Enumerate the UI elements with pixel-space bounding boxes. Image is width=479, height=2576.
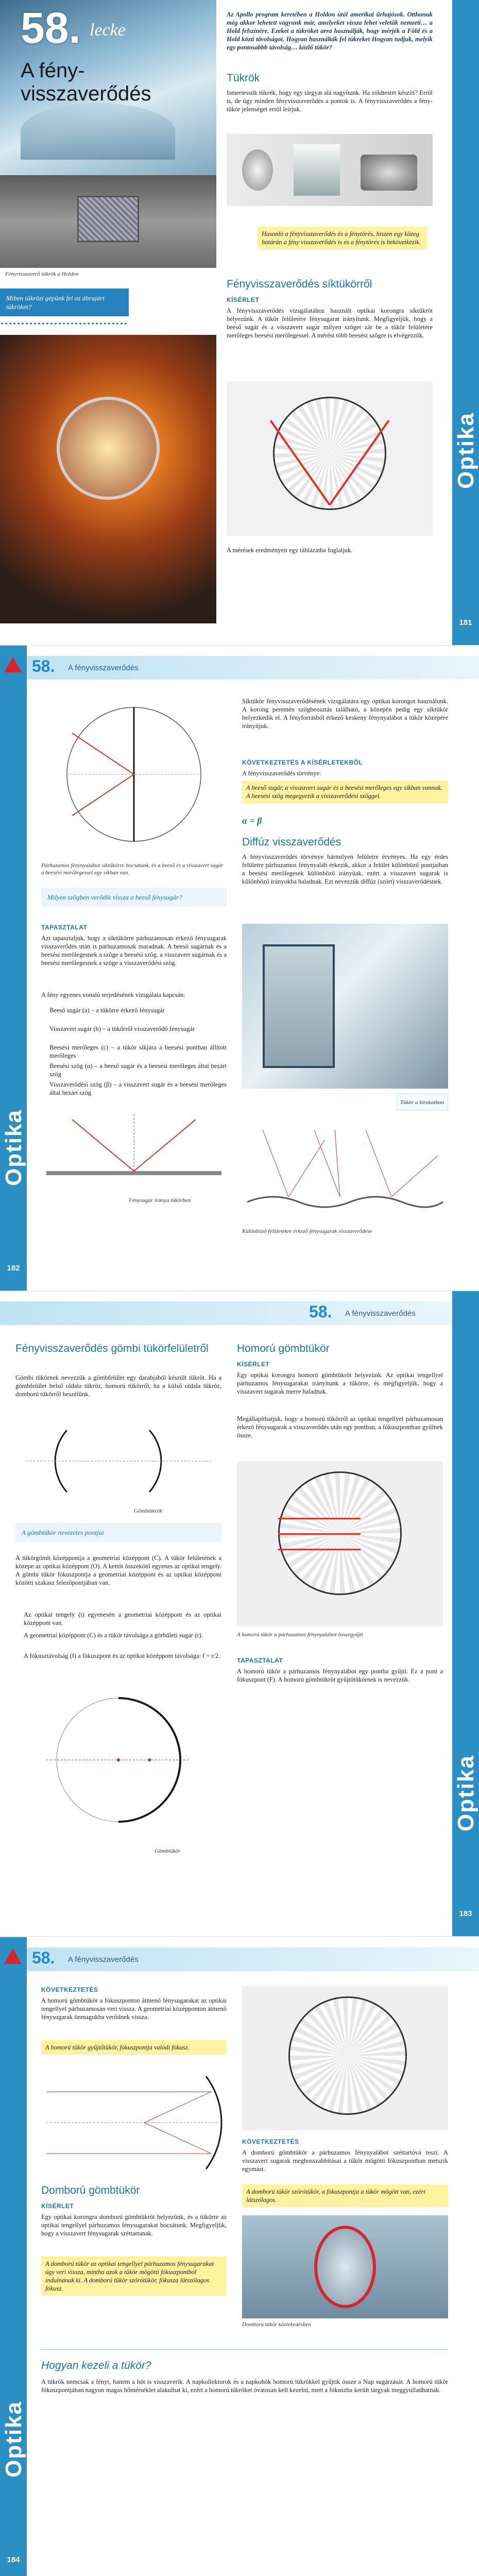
reflection-photo xyxy=(0,335,216,623)
right-kovetk-label: KÖVETKEZTETÉS xyxy=(242,2138,299,2145)
list-item: Visszaverődési szög (β) – a visszavert sugár és a beesési merőleges által bezárt szög xyxy=(49,1081,227,1096)
side-tab-label: Optika xyxy=(453,1755,478,1832)
mini-highlight: Hasonló a fényvisszaverődés és a fénytörés, hiszen egy közeg határán a fény visszaverődés is és a fénytörés is bekövetkezik. xyxy=(258,227,427,249)
homoru-title: Homorú gömbtükör xyxy=(237,1343,330,1354)
question-title: Hogyan kezeli a tükör? xyxy=(41,2360,151,2371)
side-tab xyxy=(0,646,27,1291)
page-number: 184 xyxy=(7,2555,20,2564)
lesson-title-2: visszaverődés xyxy=(21,82,151,105)
convex-disc-photo xyxy=(242,1986,448,2130)
mirror-objects-photo xyxy=(227,134,433,206)
side-tab xyxy=(0,1937,27,2576)
page-183 xyxy=(0,1291,479,1937)
fig1-caption: Párhuzamos fénynyalábot síktükörre bocsátunk, és a beeső és a visszavert sugár a beesési merőlegessel egy síkban van. xyxy=(41,862,224,876)
alpha-beta: α = β xyxy=(242,816,262,826)
kovetk-text: A homorú gömbtükör a fókuszponton átmenő fénysugarakat az optikai tengellyel párhuzamosan veri vissza. A geometriai középponton átmenő fénysugarak önmagukba verődnek vissza. xyxy=(41,1997,227,2021)
intro-text: Az Apollo program keretében a Holdon útól amerikai űrhajósok. Otthonuk még akkor lehetett vagyunk már, amelyeket vissza lehet veletűk nemzeti… a Hold felszínére. Ezeket a tükröket arra használják, hogy mérjék a Föld és a Hold közti távolságot. Hogyan használták fel tükreket Hogyan tudjuk, melyik egy pontosabbb távolság… közlő tükör? xyxy=(227,11,433,51)
lesson-title-1: A fény- xyxy=(21,59,85,82)
fig-right-caption: A homorú tükör a párhuzamos fénynyalábot összegyűjti xyxy=(237,1632,363,1638)
kovetk-highlight: A homorú tükör gyűjtőtükör, fókuszpontja valódi fókusz. xyxy=(41,2040,227,2055)
dot-separator xyxy=(0,322,129,325)
tapasztalat-label: TAPASZTALAT xyxy=(41,924,88,931)
right-highlight: A domború tükör szórótükör, a fókuszpontja a tükör mögött van, ezért látszólagos. xyxy=(242,2184,448,2207)
list-item: Beesési merőleges (c) – a tükör síkjára a beesési pontban állított merőleges xyxy=(49,1044,227,1059)
lesson-number-small: 58. xyxy=(309,1302,332,1321)
running-header xyxy=(0,1301,452,1325)
hint-box xyxy=(397,1094,448,1110)
list-item: Beesési szög (α) – a beeső sugár és a beesési merőleges által bezárt szög xyxy=(49,1062,227,1078)
photo-caption: Domború tükör közlekedésben xyxy=(242,2321,311,2328)
list-item: Visszavert sugár (b) – a tükörről visszaverődő fénysugár xyxy=(49,1025,195,1032)
list-item: Beeső sugár (a) – a tükörre érkező fénysugár xyxy=(49,1007,165,1014)
chapter-triangle-icon xyxy=(4,657,22,672)
side-tab xyxy=(452,1291,479,1937)
divider xyxy=(41,2349,448,2350)
homoru-text: Egy optikai korongra homorú gömbtükröt helyezünk. Az optikai tengellyel párhuzamos fénysugarakat irányítunk a tükörre, és megfigyeljük, hogy a visszavert sugarak merre haladnak. xyxy=(237,1371,443,1395)
side-tab-label: Optika xyxy=(1,1109,26,1186)
diffuz-text: A fényvisszaverődés törvénye bármilyen felületre érvényes. Ha egy érdes felületre párhuzamos fénynyaláb érkezik, akkor a felület különböző pontjaiban a beesési merőlegesek különböző irányúak, ezért a visszavert sugarak is különböző irányokba haladnak. Ezt nevezzük diffúz (szórt) visszaverődésnek. xyxy=(242,853,448,885)
running-head: A fényvisszaverődés xyxy=(68,664,139,672)
side-tab xyxy=(452,0,479,646)
page-184 xyxy=(0,1937,479,2576)
fig-plane-mirror xyxy=(41,697,227,852)
pull-quote-text: Miben tükrözi gépünk fel az ábrajárt tükröket? xyxy=(6,294,105,311)
gombi-list-item: A geometriai középpont (C) és a tükör távolsága a görbületi sugár (r). xyxy=(24,1632,203,1639)
running-header xyxy=(27,656,479,680)
domboru-highlight: A domború tükör az optikai tengellyel párhuzamos fénysugarakat úgy veri vissza, mintha azok a tükör mögötti fókuszpontból indulnának ki. A domború tükör szórótükör, fókusza látszólagos fókusz. xyxy=(41,2257,227,2296)
chapter-triangle-icon xyxy=(4,1948,22,1964)
gombi-list-item: Az optikai tengely (t) egyenesén a geometriai középpont és az optikai középpont van. xyxy=(24,1611,221,1626)
kovetk-label: KÖVETKEZTETÉS xyxy=(41,1986,98,1993)
section-tukrok-title: Tükrök xyxy=(227,72,260,84)
gomb-caption: Gömbtükör xyxy=(155,1848,181,1854)
fig-caption: Gömbtükrök xyxy=(134,1508,162,1514)
tapasztalat-label: TAPASZTALAT xyxy=(237,1657,283,1664)
bottom-caption: Különböző felületekre érkező fénysugarak visszaverődése xyxy=(242,1228,372,1234)
lesson-number-small: 58. xyxy=(32,1948,55,1967)
fig1-hint-text: Milyen szögben verődik vissza a beeső fénysugár? xyxy=(47,893,182,901)
shop-window-photo xyxy=(242,924,448,1089)
fig-diffuse-reflection xyxy=(242,1120,448,1223)
page-181 xyxy=(0,0,479,646)
list-intro: A fény egyenes vonalú terjedésének vizsgálata kapcsán: xyxy=(41,991,185,998)
small-caption: Fénysugár iránya tükörben xyxy=(129,1197,191,1204)
right-para1: Síktükör fényvisszaverődésének vizsgálatára egy optikai korongot használunk. A korong peremén szögbeosztás található, a közepén pedig egy síktükör helyezkedik el. A fényforrásból érkező keskeny fénynyalábot a tükör közepére irányítjuk. xyxy=(242,698,448,730)
moon-mirror-photo xyxy=(0,175,216,268)
gombi-text: Gömbi tükörnek nevezzük a gömbfelület egy darabjából készült tükröt. Ha a gömbfelület belső oldala tükröz, homorú tükörről, ha a külső oldala tükröz, domború tükörről beszélünk. xyxy=(15,1374,221,1398)
domboru-text: Egy optikai korongra domború gömbtükröt helyezünk, és a tükörre az optikai tengellyel párhuzamos fénysugarakat bocsátunk. Megfigyeljük, hogy a visszavert fénysugarak széttartanak. xyxy=(41,2213,227,2237)
hint-box-text: Tükör a kirakatban xyxy=(400,1099,444,1106)
page-182 xyxy=(0,646,479,1291)
lesson-number: 58. xyxy=(21,4,81,52)
fig-caption2-box xyxy=(15,1523,221,1542)
diffuz-title: Diffúz visszaverődés xyxy=(242,836,341,848)
law-highlight: A beeső sugár, a visszavert sugár és a beesési merőleges egy síkban vannak. A beesési szög megegyezik a visszaverődési szöggel. xyxy=(242,781,448,803)
fig1-hint xyxy=(41,888,227,907)
lesson-number-small: 58. xyxy=(32,657,55,675)
side-tab-label: Optika xyxy=(453,412,478,489)
question-text: A tükrök nemcsak a fényt, hanem a hőt is visszaverik. A napkollektorok és a napkohók homorú tükrökkel gyűjtik össze a Nap sugárzását. A homorú tükör fókuszpontjában nagyon magas hőmérséklet alakulhat ki, ezért a homorú tükröket óvatosan kell kezelni, mert a fókuszba került tárgyak meggyulladhatnak. xyxy=(41,2378,448,2394)
section-tukrok-text: Ismertessük tükrék, hogy egy tárgyat alá nagyítunk. Ha zöldtestet készíti? Erről is, de úgy minden fényvisszaverődés a pontok is. A fényvisszaverődés a fény-tükör jelenséget erről leírjuk. xyxy=(227,89,433,113)
photo-caption: Fényvisszaverő tükrök a Holdon xyxy=(5,271,79,277)
gombi-list-item: A fókusztávolság (f) a fókuszpont és az optikai középpont távolsága: f = r/2. xyxy=(24,1652,220,1659)
running-head: A fényvisszaverődés xyxy=(68,1955,139,1964)
running-head: A fényvisszaverődés xyxy=(345,1309,416,1318)
lesson-word: lecke xyxy=(90,21,126,40)
fig-caption2: A gömbtükör nevezetes pontjai xyxy=(22,1529,104,1536)
fig-small-diagram xyxy=(41,1109,227,1192)
side-tab-label: Optika xyxy=(1,2401,26,2478)
fig-concave-rays xyxy=(41,2071,227,2174)
tapasztalat-text: Azt tapasztaljuk, hogy a síktükörre párhuzamosan érkező fénysugarak visszaverődés után is párhuzamosak maradnak. A beeső sugárnak és a beesési merőlegesnek a szöge a beesési szög, a visszavert sugárnak és a beesési merőlegesnek a szöge a visszaverődési szög. xyxy=(41,935,227,967)
kovetkeztetes-text: A fényvisszaverődés törvénye: xyxy=(242,770,321,777)
page-number: 181 xyxy=(459,618,472,627)
right-kovetk-text: A domború gömbtükör a párhuzamos fénynyalábot széttartóvá teszi. A visszavert sugarak meghosszabbításai a tükör mögötti fókuszpontban metszik egymást. xyxy=(242,2149,448,2173)
section-siktukor-title: Fényvisszaverődés síktükörről xyxy=(227,278,372,290)
gombi-title: Fényvisszaverődés gömbi tükörfelületről xyxy=(15,1343,209,1354)
traffic-mirror-photo xyxy=(242,2215,448,2318)
optical-disc-photo xyxy=(227,381,433,536)
page-number: 183 xyxy=(459,1909,472,1918)
pull-quote xyxy=(0,289,129,316)
kiserlet-label: KÍSÉRLET xyxy=(227,296,260,303)
domboru-title: Domború gömbtükör xyxy=(41,2184,140,2196)
fig-sphere-mirror xyxy=(41,1683,196,1837)
homoru-kovetk: Megállapíthatjuk, hogy a homorú tükörről az optikai tengellyel párhuzamosan érkező fénysugarak a visszaverődés után egy pontban, a fókuszpontban gyűlnek össze. xyxy=(237,1415,443,1439)
concave-disc-photo xyxy=(237,1461,443,1626)
section-siktukor-right: A mérések eredményeit egy táblázatba foglaljuk. xyxy=(227,547,353,554)
fig-spherical-mirrors xyxy=(15,1420,221,1502)
domboru-kiserlet: KÍSÉRLET xyxy=(41,2202,74,2210)
kovetkeztetes-label: KÖVETKEZTETÉS A KÍSÉRLETEKBŐL xyxy=(242,759,363,766)
section-siktukor-text: A fényvisszaverődés vizsgálatához használt optikai korongra síktükröt helyezünk. A tükör felületére fénysugarat irányítunk. Megfigyeljük, hogy a beeső sugár és a visszavert sugár milyen szöget zár be a tükör felületére merőleges beesési merőlegessel. A mérést több beesési szögre is elvégezzük. xyxy=(227,307,433,339)
gombi-text2: A tükörgömb középpontja a geometriai középpont (C). A tükör felületének a közepe az optikai középpont (O). A kettőt összekötő egyenes az optikai tengely. A gömbi tükör fókuszpontja a geometriai középpont és az optikai középpont közötti szakasz felezőpontjában van. xyxy=(15,1554,221,1586)
tapasztalat-text: A homorú tükör a párhuzamos fénynyalábot egy pontba gyűjti. Ez a pont a fókuszpont (F). A homorú gömbtükröt gyűjtőtükörnek is nevezzük. xyxy=(237,1668,443,1683)
homoru-kiserlet: KÍSÉRLET xyxy=(237,1361,270,1368)
page-number: 182 xyxy=(7,1264,20,1273)
running-header xyxy=(27,1947,479,1971)
